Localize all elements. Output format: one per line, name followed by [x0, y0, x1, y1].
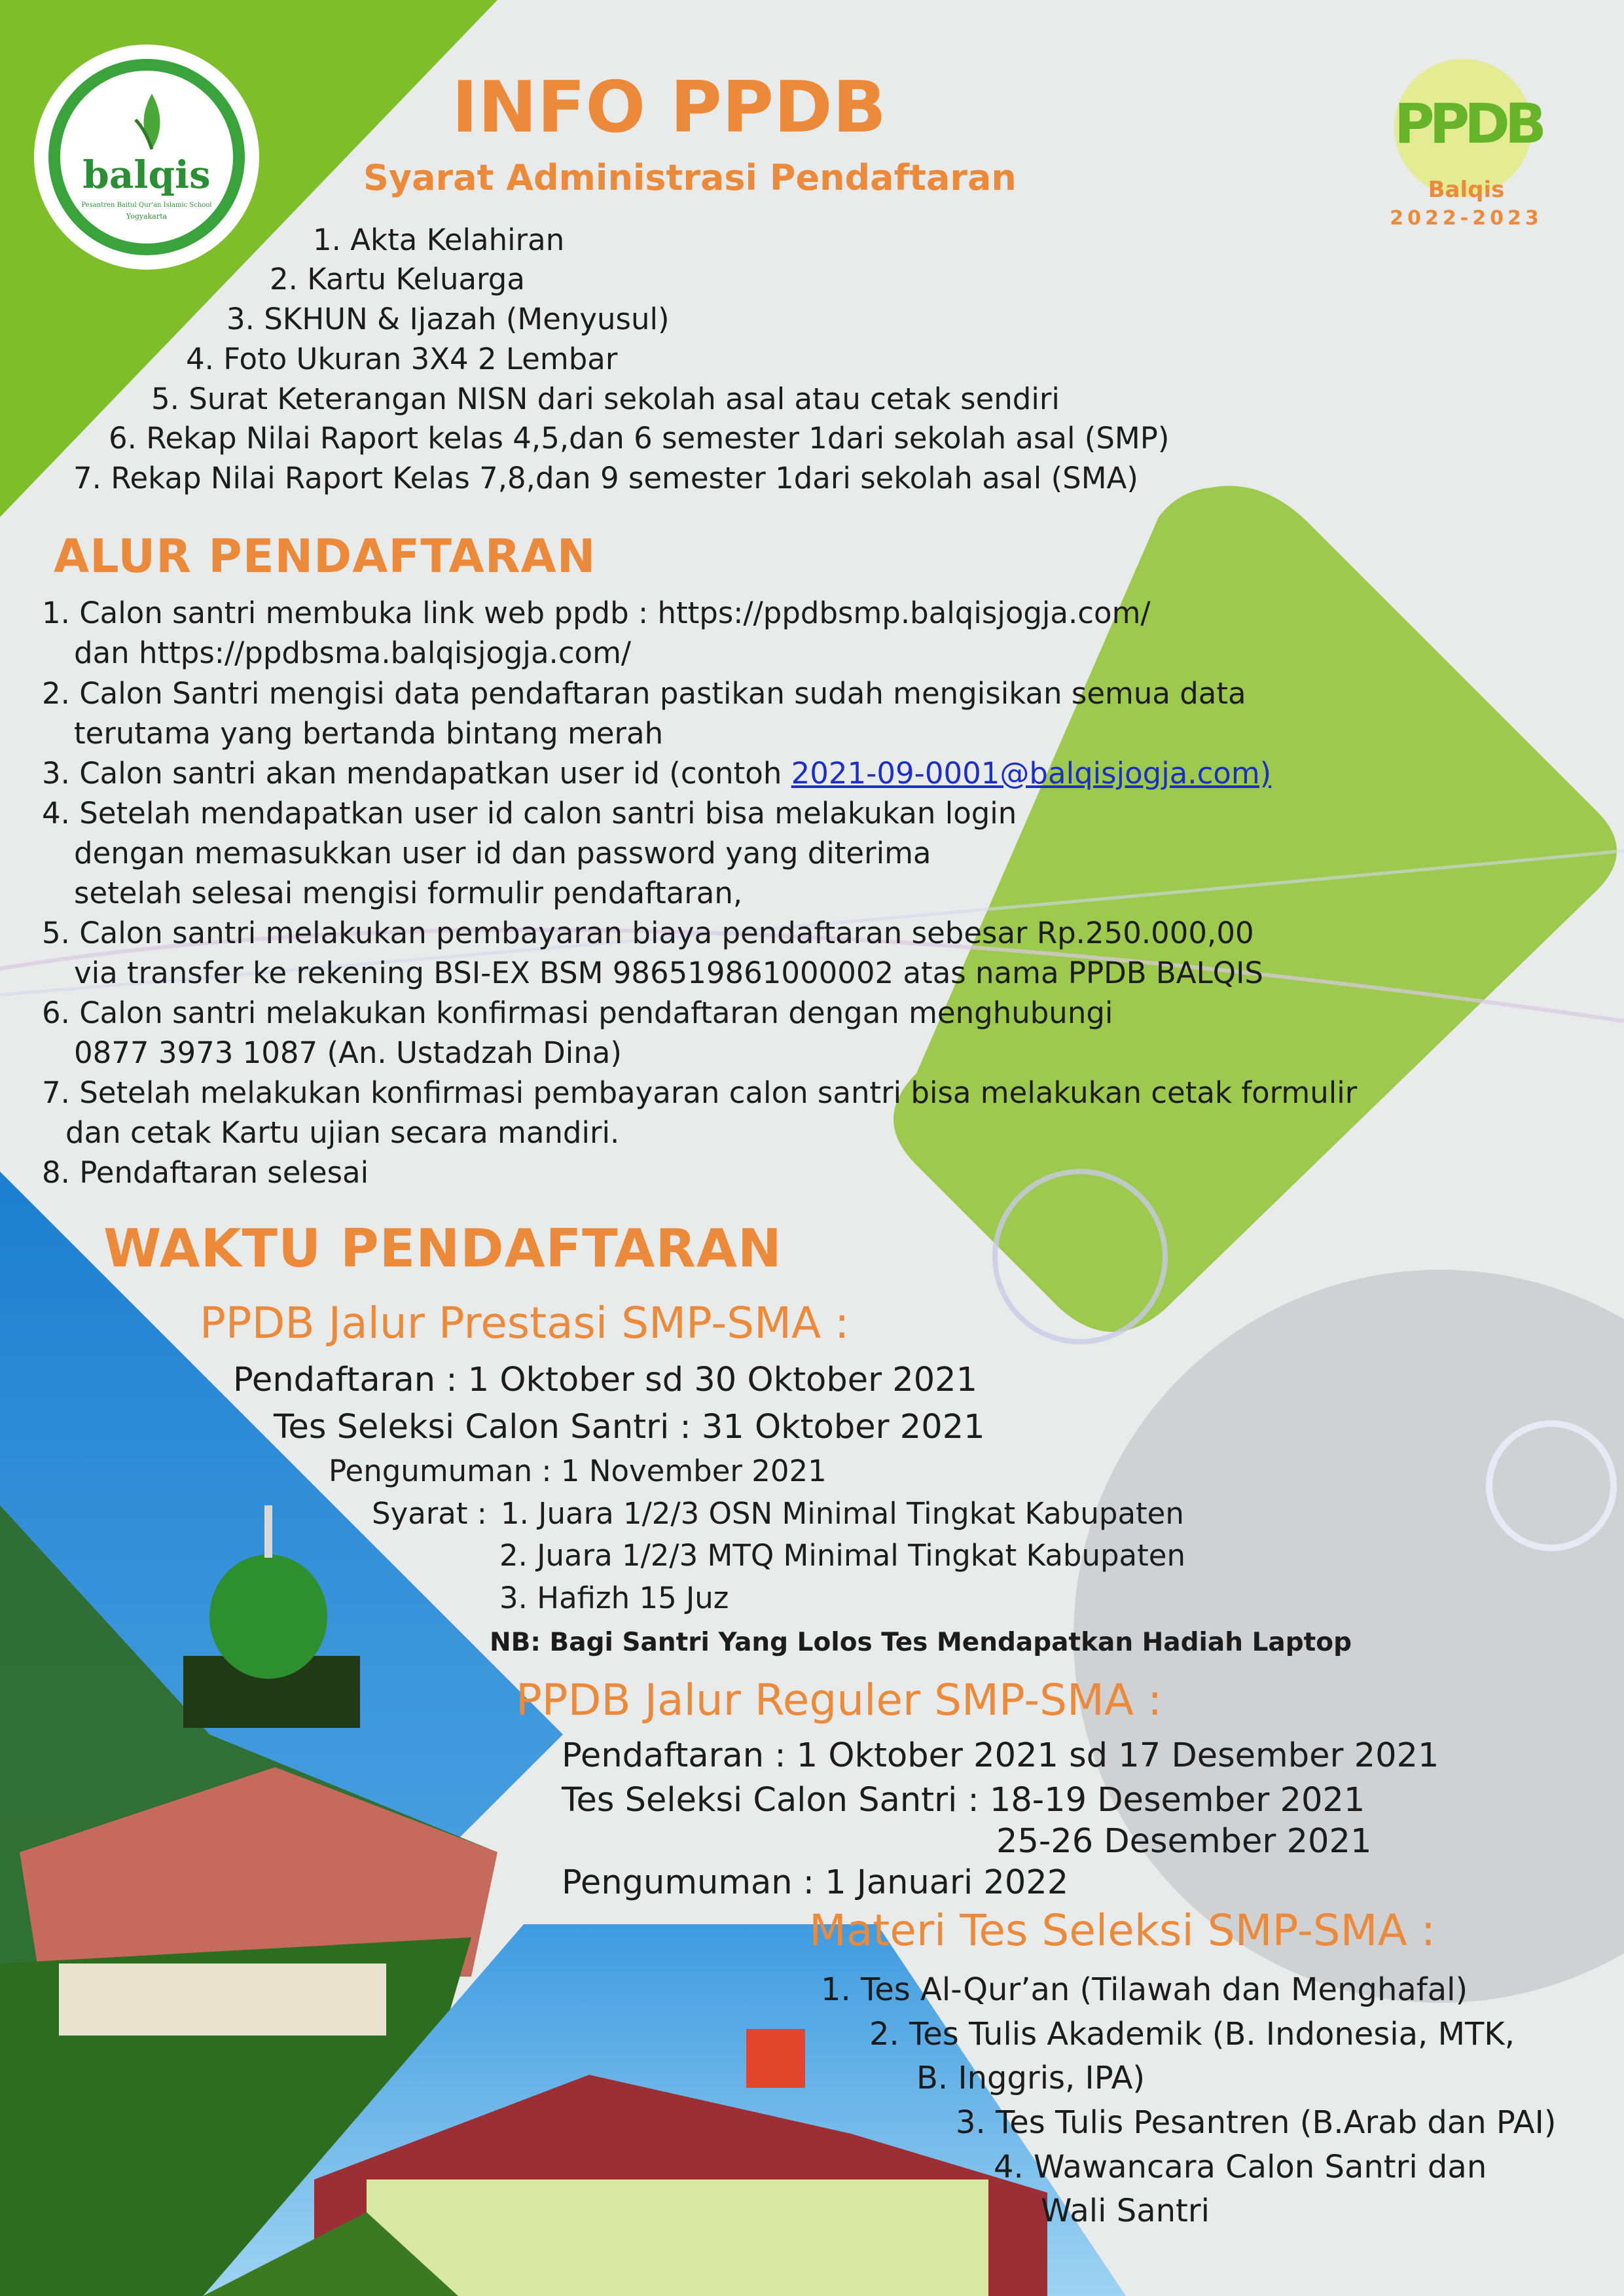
logo-name: balqis — [82, 152, 211, 197]
prestasi-tes: Tes Seleksi Calon Santri : 31 Oktober 2021 — [274, 1408, 985, 1446]
materi-line: Wali Santri — [1041, 2193, 1210, 2229]
prestasi-pengumuman: Pengumuman : 1 November 2021 — [329, 1454, 827, 1488]
balqis-logo — [34, 45, 259, 270]
alur-line: dengan memasukkan user id dan password yang diterima — [74, 836, 931, 870]
prestasi-syarat-item: 3. Hafizh 15 Juz — [499, 1581, 729, 1615]
leaf-icon — [132, 90, 171, 152]
logo-city: Yogyakarta — [126, 212, 168, 221]
requirement-item: 7. Rekap Nilai Raport Kelas 7,8,dan 9 semester 1dari sekolah asal (SMA) — [73, 461, 1138, 495]
alur-line-3 — [42, 756, 1271, 791]
reguler-pengumuman: Pengumuman : 1 Januari 2022 — [562, 1863, 1069, 1902]
alur-line: 0877 3973 1087 (An. Ustadzah Dina) — [74, 1035, 622, 1070]
alur-line: dan cetak Kartu ujian secara mandiri. — [65, 1115, 620, 1150]
prestasi-note: NB: Bagi Santri Yang Lolos Tes Mendapatkan Hadiah Laptop — [490, 1628, 1352, 1657]
reguler-title: PPDB Jalur Reguler SMP-SMA : — [516, 1675, 1163, 1725]
materi-line: 4. Wawancara Calon Santri dan — [994, 2149, 1487, 2185]
requirement-item: 5. Surat Keterangan NISN dari sekolah asal atau cetak sendiri — [151, 382, 1060, 416]
page-title: INFO PPDB — [452, 67, 887, 149]
materi-line: 2. Tes Tulis Akademik (B. Indonesia, MTK, — [869, 2016, 1515, 2053]
prestasi-syarat-item: 1. Juara 1/2/3 OSN Minimal Tingkat Kabupaten — [501, 1496, 1184, 1531]
alur-line: 3. Calon santri akan mendapatkan user id (contoh — [42, 756, 791, 791]
prestasi-syarat-item: 2. Juara 1/2/3 MTQ Minimal Tingkat Kabupaten — [499, 1538, 1185, 1573]
page-subtitle: Syarat Administrasi Pendaftaran — [363, 157, 1017, 198]
reguler-tes-2: 25-26 Desember 2021 — [996, 1822, 1372, 1861]
alur-line: terutama yang bertanda bintang merah — [74, 716, 664, 751]
alur-title: ALUR PENDAFTARAN — [54, 529, 596, 583]
badge-years: 2022-2023 — [1390, 207, 1543, 230]
requirement-item: 4. Foto Ukuran 3X4 2 Lembar — [186, 342, 618, 376]
alur-line: 2. Calon Santri mengisi data pendaftaran pastikan sudah mengisikan semua data — [42, 676, 1246, 711]
alur-line: 1. Calon santri membuka link web ppdb : https://ppdbsmp.balqisjogja.com/ — [42, 596, 1151, 630]
materi-line: 3. Tes Tulis Pesantren (B.Arab dan PAI) — [956, 2104, 1557, 2141]
requirement-item: 1. Akta Kelahiran — [313, 223, 565, 257]
alur-line: via transfer ke rekening BSI-EX BSM 986519861000002 atas nama PPDB BALQIS — [74, 956, 1263, 990]
reguler-pendaftaran: Pendaftaran : 1 Oktober 2021 sd 17 Desember 2021 — [562, 1736, 1439, 1775]
alur-line: dan https://ppdbsma.balqisjogja.com/ — [74, 636, 632, 670]
materi-title: Materi Tes Seleksi SMP-SMA : — [809, 1905, 1435, 1956]
prestasi-syarat-label: Syarat : — [372, 1496, 487, 1531]
ppdb-badge — [1381, 52, 1551, 249]
example-email-link[interactable]: 2021-09-0001@balqisjogja.com) — [791, 756, 1272, 791]
logo-tagline: Pesantren Baitul Qur'an Islamic School — [81, 202, 212, 209]
materi-line: B. Inggris, IPA) — [916, 2060, 1146, 2096]
alur-line: 6. Calon santri melakukan konfirmasi pendaftaran dengan menghubungi — [42, 996, 1113, 1030]
reguler-tes: Tes Seleksi Calon Santri : 18-19 Desember 2021 — [562, 1781, 1365, 1820]
materi-line: 1. Tes Al-Qur’an (Tilawah dan Menghafal) — [821, 1971, 1468, 2008]
prestasi-pendaftaran: Pendaftaran : 1 Oktober sd 30 Oktober 2021 — [233, 1361, 978, 1399]
alur-line: 7. Setelah melakukan konfirmasi pembayaran calon santri bisa melakukan cetak formulir — [42, 1075, 1358, 1110]
alur-line: setelah selesai mengisi formulir pendaftaran, — [74, 876, 743, 910]
badge-title: PPDB — [1394, 92, 1542, 156]
waktu-title: WAKTU PENDAFTARAN — [103, 1218, 782, 1279]
alur-line: 5. Calon santri melakukan pembayaran biaya pendaftaran sebesar Rp.250.000,00 — [42, 916, 1254, 950]
prestasi-title: PPDB Jalur Prestasi SMP-SMA : — [200, 1298, 850, 1348]
requirement-item: 3. SKHUN & Ijazah (Menyusul) — [226, 302, 670, 336]
alur-line: 4. Setelah mendapatkan user id calon santri bisa melakukan login — [42, 796, 1017, 831]
alur-line: 8. Pendaftaran selesai — [42, 1155, 369, 1190]
requirement-item: 2. Kartu Keluarga — [270, 262, 525, 296]
requirement-item: 6. Rekap Nilai Raport kelas 4,5,dan 6 semester 1dari sekolah asal (SMP) — [109, 421, 1170, 456]
badge-name: Balqis — [1428, 177, 1505, 203]
